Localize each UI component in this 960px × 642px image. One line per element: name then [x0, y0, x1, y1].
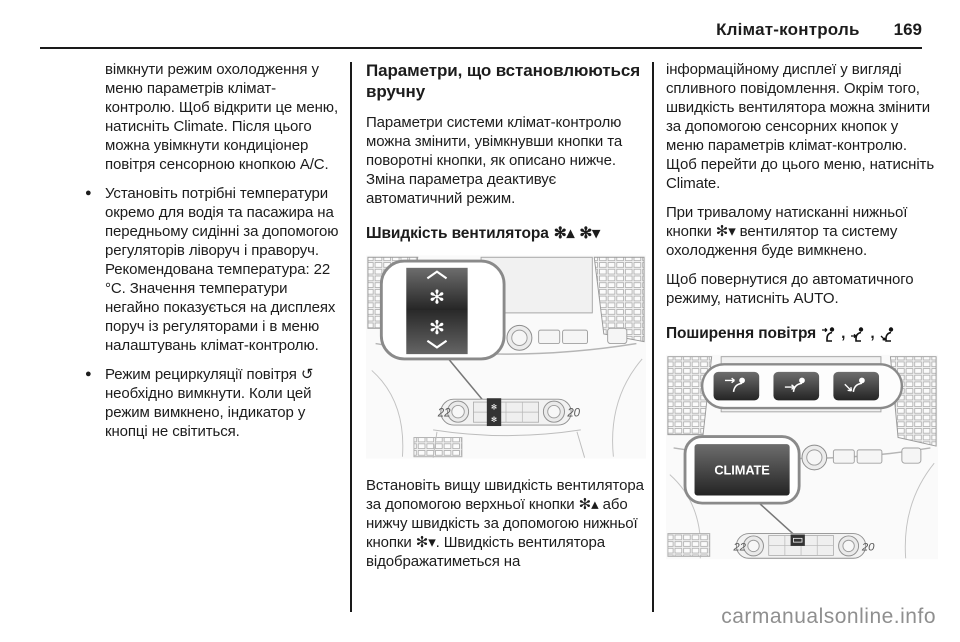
column-divider-left	[350, 62, 352, 612]
left-temp-knob-inner	[748, 540, 759, 551]
bullet-marker: ●	[85, 187, 92, 199]
air-distribution-button-strip	[702, 364, 902, 408]
fan-speed-up-icon: ✻▴	[553, 225, 575, 242]
left-temp-knob-inner	[452, 405, 464, 417]
volume-knob-inner	[512, 330, 527, 345]
paragraph: Параметри системи клімат-контролю можна змінити, увімкнувши кнопки та поворотні кнопки, як описано нижче. Зміна параметра деактивує автоматичний режим.	[366, 114, 623, 207]
fan-icon: ✻	[428, 287, 445, 309]
temp-display-left: 22	[733, 541, 746, 554]
air-to-feet-icon	[880, 326, 895, 342]
paragraph: інформаційному дисплеї у вигляді спливного повідомлення. Окрім того, швидкість вентилятора можна змінити за допомогою сенсорних кнопок у меню параметрів клімат-контролю. Щоб перейти до цього меню, натисніть Climate.	[666, 61, 935, 192]
column-divider-right	[652, 62, 654, 612]
header-rule	[40, 47, 922, 49]
figure-air-distribution-climate-button	[666, 351, 938, 568]
section-heading: Параметри, що встановлюються вручну	[366, 61, 641, 101]
bullet-text: Установіть потрібні температури окремо для водія та пасажира на передньому сидінні за допомогою регуляторів ліворуч і праворуч. Рекомендована температура: 22 °C. Значення температури негайно показується на дисплеях поруч із регуляторами і в меню налаштувань клімат-контролю.	[105, 185, 339, 354]
fan-speed-illustration	[366, 251, 646, 463]
media-button	[539, 330, 560, 343]
air-to-body-button	[773, 372, 819, 401]
hazard-button	[902, 448, 921, 463]
page-title: Клімат-контроль	[716, 20, 860, 39]
page-header	[40, 20, 922, 40]
temp-display-right: 20	[567, 407, 580, 420]
media-button	[857, 450, 882, 463]
seat-texture	[414, 438, 462, 457]
media-button	[563, 330, 588, 343]
page-number: 169	[893, 20, 922, 39]
fan-up-button	[406, 268, 467, 311]
air-to-body-icon	[850, 326, 865, 342]
fan-down-button	[406, 311, 467, 354]
fan-down-key-icon: ✻	[490, 415, 498, 425]
volume-knob-inner	[807, 450, 822, 465]
climate-panel	[732, 534, 875, 559]
fan-speed-subheading: Швидкість вентилятора ✻▴ ✻▾	[366, 225, 600, 242]
paragraph: При тривалому натисканні нижньої кнопки ✻▾ вентилятор та систему охолодження буде вимкнено.	[666, 204, 908, 259]
seat-texture	[668, 534, 710, 557]
right-temp-knob-inner	[548, 405, 560, 417]
media-button	[833, 450, 854, 463]
bullet-marker: ●	[85, 368, 92, 380]
air-to-feet-button	[833, 372, 879, 401]
bullet-item	[85, 365, 341, 441]
climate-button-label: CLIMATE	[714, 462, 770, 478]
right-temp-knob-inner	[843, 540, 854, 551]
figure-fan-speed-buttons	[366, 251, 644, 468]
bullet-text: Режим рециркуляції повітря ↺ необхідно вимкнути. Коли цей режим вимкнено, індикатор у кнопці не світиться.	[105, 366, 314, 440]
watermark: carmanualsonline.info	[721, 605, 936, 628]
temp-display-left: 22	[437, 407, 451, 420]
air-distribution-subheading: Поширення повітря , ,	[666, 324, 938, 343]
fan-icon: ✻	[428, 317, 445, 339]
climate-button-illustration	[666, 351, 938, 563]
paragraph: Щоб повернутися до автоматичного режиму, натисніть AUTO.	[666, 271, 914, 307]
bullet-item	[85, 184, 341, 355]
air-to-face-icon	[821, 326, 836, 342]
column-3	[666, 60, 938, 576]
hazard-button	[608, 328, 627, 343]
climate-panel	[437, 398, 581, 426]
air-to-face-button	[714, 372, 760, 401]
fan-speed-down-icon: ✻▾	[579, 225, 600, 242]
fan-up-key-icon: ✻	[490, 402, 498, 412]
paragraph: Встановіть вищу швидкість вентилятора за допомогою верхньої кнопки ✻▴ або нижчу швидкість за допомогою нижньої кнопки ✻▾. Швидкість вентилятора відображатиметься на	[366, 477, 644, 570]
climate-button-callout	[685, 437, 799, 504]
continuation-paragraph: вімкнути режим охолодження у меню параметрів клімат-контролю. Щоб відкрити це меню, натисніть Climate. Після цього можна увімкнути кондиціонер повітря сенсорною кнопкою A/C.	[105, 61, 339, 173]
temp-display-right: 20	[861, 541, 875, 554]
column-2	[366, 60, 644, 581]
column-1	[85, 60, 341, 451]
climate-key-highlighted	[791, 535, 805, 546]
